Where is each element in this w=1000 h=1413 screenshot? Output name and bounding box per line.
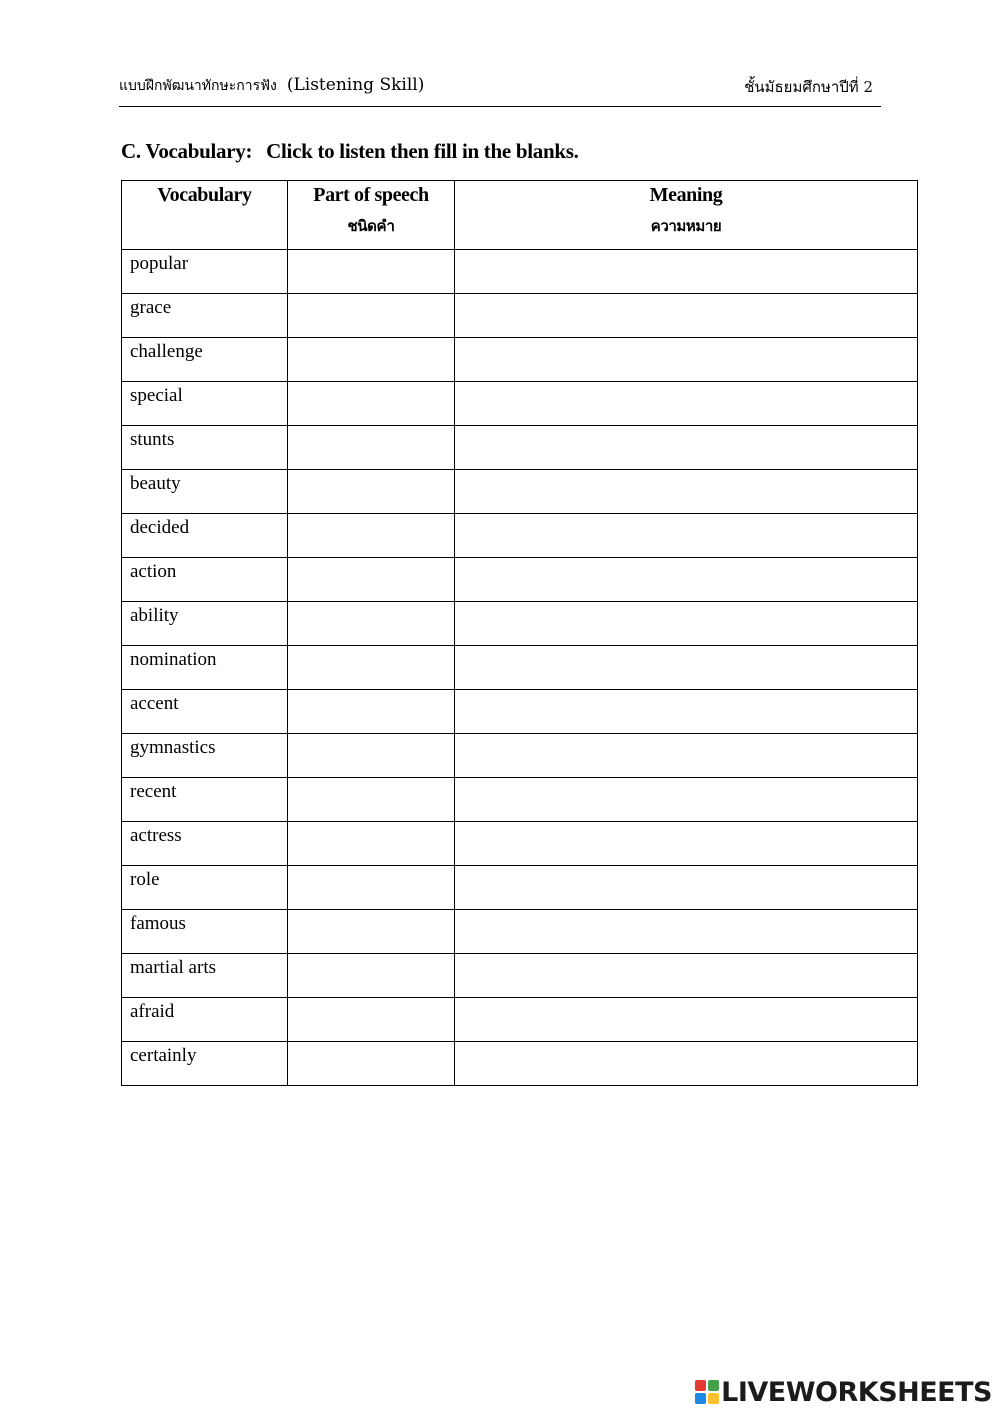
part-of-speech-cell — [288, 602, 455, 646]
liveworksheets-logo-icon — [695, 1380, 719, 1404]
table-row — [122, 954, 918, 998]
meaning-cell — [455, 514, 918, 558]
column-header-meaning — [455, 181, 918, 250]
column-header-sublabel: ชนิดคำ — [347, 217, 395, 235]
table-row — [122, 646, 918, 690]
meaning-cell — [455, 426, 918, 470]
part-of-speech-cell — [288, 426, 455, 470]
vocabulary-word: special — [122, 382, 288, 426]
meaning-cell — [455, 558, 918, 602]
vocabulary-word: certainly — [122, 1042, 288, 1086]
meaning-blank[interactable] — [455, 778, 917, 820]
table-row — [122, 338, 918, 382]
column-header-label: Meaning — [649, 184, 723, 206]
meaning-blank[interactable] — [455, 866, 917, 908]
header-title — [119, 74, 424, 97]
table-row — [122, 514, 918, 558]
part-of-speech-cell — [288, 778, 455, 822]
meaning-cell — [455, 690, 918, 734]
table-row — [122, 690, 918, 734]
section-title — [121, 139, 579, 164]
meaning-blank[interactable] — [455, 734, 917, 776]
meaning-blank[interactable] — [455, 426, 917, 468]
part-of-speech-cell — [288, 250, 455, 294]
meaning-cell — [455, 734, 918, 778]
meaning-cell — [455, 910, 918, 954]
part-of-speech-cell — [288, 822, 455, 866]
column-header-sublabel: ความหมาย — [650, 217, 722, 235]
table-header-row — [122, 181, 918, 250]
vocabulary-word: accent — [122, 690, 288, 734]
part-of-speech-blank[interactable] — [288, 690, 454, 732]
vocabulary-word: challenge — [122, 338, 288, 382]
part-of-speech-blank[interactable] — [288, 426, 454, 468]
header-grade-level: ชั้นมัธยมศึกษาปีที่ 2 — [744, 78, 873, 96]
liveworksheets-logo-text: LIVEWORKSHEETS — [721, 1376, 992, 1408]
table-row — [122, 558, 918, 602]
vocabulary-word: ability — [122, 602, 288, 646]
meaning-cell — [455, 998, 918, 1042]
meaning-cell — [455, 866, 918, 910]
section-instruction: Click to listen then fill in the blanks. — [266, 139, 579, 163]
meaning-blank[interactable] — [455, 1042, 917, 1084]
part-of-speech-cell — [288, 866, 455, 910]
meaning-blank[interactable] — [455, 514, 917, 556]
table-row — [122, 822, 918, 866]
part-of-speech-blank[interactable] — [288, 294, 454, 336]
part-of-speech-cell — [288, 690, 455, 734]
vocabulary-word: nomination — [122, 646, 288, 690]
meaning-cell — [455, 778, 918, 822]
part-of-speech-blank[interactable] — [288, 998, 454, 1040]
meaning-blank[interactable] — [455, 646, 917, 688]
meaning-blank[interactable] — [455, 822, 917, 864]
meaning-cell — [455, 602, 918, 646]
part-of-speech-cell — [288, 294, 455, 338]
meaning-cell — [455, 822, 918, 866]
header-title-english: (Listening Skill) — [286, 75, 425, 95]
meaning-cell — [455, 338, 918, 382]
table-row — [122, 294, 918, 338]
vocabulary-word: recent — [122, 778, 288, 822]
part-of-speech-blank[interactable] — [288, 470, 454, 512]
column-header-part-of-speech — [288, 181, 455, 250]
table-row — [122, 602, 918, 646]
part-of-speech-blank[interactable] — [288, 602, 454, 644]
table-row — [122, 734, 918, 778]
part-of-speech-cell — [288, 646, 455, 690]
part-of-speech-cell — [288, 734, 455, 778]
column-header-label: Part of speech — [313, 184, 429, 206]
table-row — [122, 470, 918, 514]
part-of-speech-blank[interactable] — [288, 910, 454, 952]
liveworksheets-logo — [695, 1377, 992, 1407]
part-of-speech-blank[interactable] — [288, 822, 454, 864]
meaning-blank[interactable] — [455, 558, 917, 600]
part-of-speech-blank[interactable] — [288, 382, 454, 424]
vocabulary-word: decided — [122, 514, 288, 558]
column-header-label: Vocabulary — [157, 184, 252, 206]
part-of-speech-blank[interactable] — [288, 954, 454, 996]
meaning-cell — [455, 646, 918, 690]
meaning-blank[interactable] — [455, 910, 917, 952]
vocabulary-word: actress — [122, 822, 288, 866]
meaning-blank[interactable] — [455, 602, 917, 644]
table-row — [122, 426, 918, 470]
table-row — [122, 1042, 918, 1086]
vocabulary-word: gymnastics — [122, 734, 288, 778]
meaning-blank[interactable] — [455, 954, 917, 996]
header-title-thai: แบบฝึกพัฒนาทักษะการฟัง — [119, 78, 277, 94]
table-row — [122, 778, 918, 822]
table-row — [122, 866, 918, 910]
vocabulary-word: beauty — [122, 470, 288, 514]
meaning-blank[interactable] — [455, 470, 917, 512]
part-of-speech-cell — [288, 954, 455, 998]
vocabulary-table — [121, 180, 918, 1086]
meaning-blank[interactable] — [455, 690, 917, 732]
part-of-speech-blank[interactable] — [288, 558, 454, 600]
part-of-speech-blank[interactable] — [288, 338, 454, 380]
meaning-cell — [455, 250, 918, 294]
part-of-speech-blank[interactable] — [288, 778, 454, 820]
section-label: C. Vocabulary: — [121, 139, 253, 163]
meaning-blank[interactable] — [455, 382, 917, 424]
part-of-speech-blank[interactable] — [288, 734, 454, 776]
vocabulary-word: famous — [122, 910, 288, 954]
part-of-speech-cell — [288, 1042, 455, 1086]
part-of-speech-blank[interactable] — [288, 514, 454, 556]
part-of-speech-blank[interactable] — [288, 646, 454, 688]
vocabulary-word: martial arts — [122, 954, 288, 998]
vocabulary-word: popular — [122, 250, 288, 294]
meaning-cell — [455, 382, 918, 426]
part-of-speech-cell — [288, 338, 455, 382]
column-header-vocabulary — [122, 181, 288, 250]
meaning-cell — [455, 470, 918, 514]
part-of-speech-cell — [288, 470, 455, 514]
vocabulary-word: afraid — [122, 998, 288, 1042]
vocabulary-word: grace — [122, 294, 288, 338]
part-of-speech-cell — [288, 514, 455, 558]
part-of-speech-cell — [288, 910, 455, 954]
vocabulary-word: action — [122, 558, 288, 602]
part-of-speech-blank[interactable] — [288, 866, 454, 908]
meaning-cell — [455, 294, 918, 338]
part-of-speech-blank[interactable] — [288, 1042, 454, 1084]
vocabulary-word: stunts — [122, 426, 288, 470]
part-of-speech-cell — [288, 558, 455, 602]
table-row — [122, 250, 918, 294]
part-of-speech-blank[interactable] — [288, 250, 454, 292]
part-of-speech-cell — [288, 382, 455, 426]
meaning-blank[interactable] — [455, 294, 917, 336]
meaning-cell — [455, 954, 918, 998]
meaning-cell — [455, 1042, 918, 1086]
meaning-blank[interactable] — [455, 250, 917, 292]
table-row — [122, 910, 918, 954]
part-of-speech-cell — [288, 998, 455, 1042]
table-row — [122, 998, 918, 1042]
vocabulary-word: role — [122, 866, 288, 910]
table-row — [122, 382, 918, 426]
meaning-blank[interactable] — [455, 998, 917, 1040]
page-header — [119, 72, 881, 107]
meaning-blank[interactable] — [455, 338, 917, 380]
